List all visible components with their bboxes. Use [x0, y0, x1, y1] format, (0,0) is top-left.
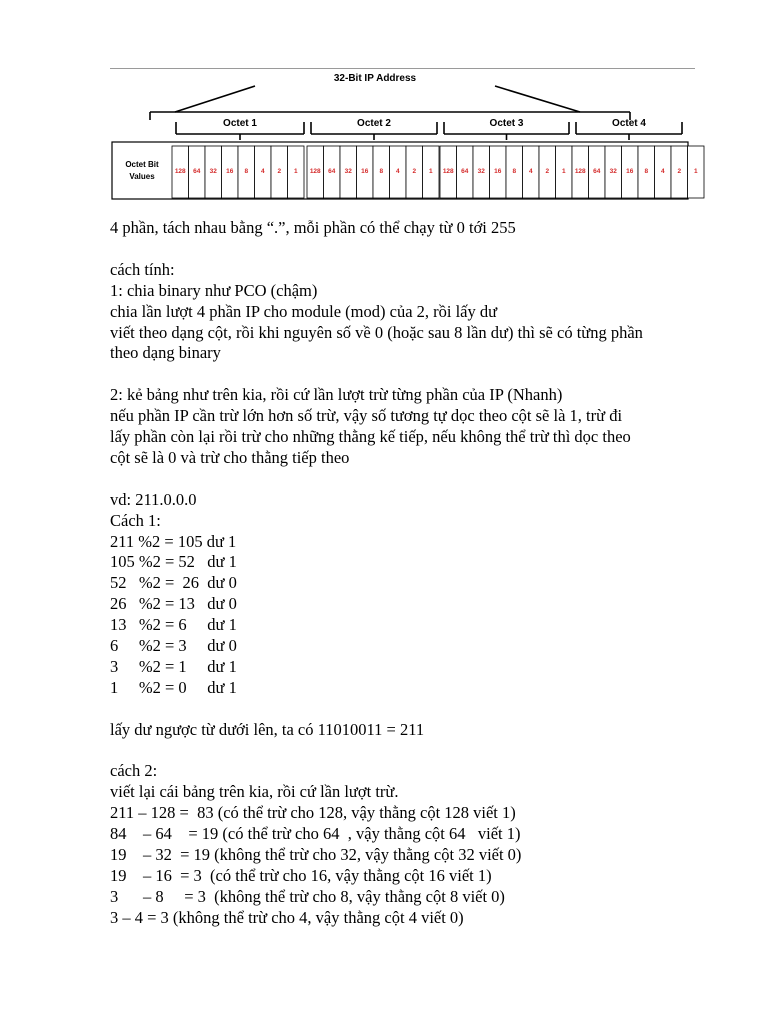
text-line: viết lại cái bảng trên kia, rồi cứ lần lượt trừ. — [110, 782, 399, 802]
text-line: viết theo dạng cột, rồi khi nguyên số về 0 (hoặc sau 8 lần dư) thì sẽ có từng phần — [110, 322, 643, 342]
blank-line — [110, 239, 710, 260]
octet-label: Octet 2 — [357, 118, 391, 129]
address-bracket-slope — [175, 86, 255, 112]
bit-value: 16 — [226, 168, 234, 175]
top-rule — [110, 68, 695, 69]
bit-value: 16 — [361, 168, 369, 175]
text-line: cột sẽ là 0 và trừ cho thằng tiếp theo — [110, 447, 350, 467]
text-line: 6 %2 = 3 dư 0 — [110, 636, 237, 656]
octet-label: Octet 3 — [489, 118, 524, 129]
row-label-line1: Octet Bit — [125, 160, 159, 169]
octet-label: Octet 4 — [612, 118, 646, 129]
blank-line — [110, 469, 710, 490]
bit-value: 8 — [644, 168, 649, 175]
text-line: 3 %2 = 1 dư 1 — [110, 656, 237, 676]
ip-address-diagram — [110, 70, 698, 200]
bit-value: 64 — [193, 168, 201, 175]
bit-value: 1 — [693, 168, 698, 175]
text-line: 13 %2 = 6 dư 1 — [110, 615, 237, 635]
bit-value: 32 — [477, 168, 485, 175]
text-line: 1 %2 = 0 dư 1 — [110, 677, 237, 697]
text-line: 2: kẻ bảng như trên kia, rồi cứ lần lượt trừ từng phần của IP (Nhanh) — [110, 385, 563, 405]
address-bracket-slope — [495, 86, 580, 112]
blank-line — [110, 699, 710, 720]
diagram-title: 32-Bit IP Address — [333, 73, 417, 84]
bit-value: 4 — [660, 168, 665, 175]
octet-label: Octet 1 — [223, 118, 257, 129]
bit-value: 32 — [344, 168, 352, 175]
text-line: nếu phần IP cần trừ lớn hơn số trừ, vậy số tương tự dọc theo cột sẽ là 1, trừ đi — [110, 406, 623, 426]
row-label-line2: Values — [129, 172, 155, 181]
text-line: 3 – 4 = 3 (không thể trừ cho 4, vậy thằng cột 4 viết 0) — [110, 907, 464, 927]
bit-value: 32 — [209, 168, 217, 175]
text-line: 19 – 32 = 19 (không thể trừ cho 32, vậy thằng cột 32 viết 0) — [110, 845, 522, 865]
bit-value: 2 — [545, 168, 550, 175]
bit-value: 4 — [260, 168, 265, 175]
text-line: lấy dư ngược từ dưới lên, ta có 11010011 = 211 — [110, 719, 425, 739]
bit-value: 128 — [309, 168, 321, 175]
text-line: 3 – 8 = 3 (không thể trừ cho 8, vậy thằng cột 8 viết 0) — [110, 886, 505, 906]
bit-value: 8 — [244, 168, 249, 175]
text-line: 19 – 16 = 3 (có thể trừ cho 16, vậy thằng cột 16 viết 1) — [110, 866, 492, 886]
bit-value: 32 — [609, 168, 617, 175]
text-line: chia lần lượt 4 phần IP cho module (mod) của 2, rồi lấy dư — [110, 301, 498, 321]
bit-value: 1 — [293, 168, 298, 175]
bit-value: 1 — [428, 168, 433, 175]
text-line: 52 %2 = 26 dư 0 — [110, 573, 237, 593]
text-line: 26 %2 = 13 dư 0 — [110, 594, 237, 614]
bit-value: 2 — [677, 168, 682, 175]
bit-value: 16 — [494, 168, 502, 175]
bit-value: 16 — [626, 168, 634, 175]
blank-line — [110, 364, 710, 385]
text-line: 84 – 64 = 19 (có thể trừ cho 64 , vậy thằng cột 64 viết 1) — [110, 824, 521, 844]
bit-value: 128 — [574, 168, 586, 175]
bit-value: 1 — [561, 168, 566, 175]
bit-value: 64 — [328, 168, 336, 175]
text-line: 1: chia binary như PCO (chậm) — [110, 280, 318, 300]
text-line: 211 – 128 = 83 (có thể trừ cho 128, vậy thằng cột 128 viết 1) — [110, 803, 516, 823]
text-line: 4 phần, tách nhau bằng “.”, mỗi phần có thể chạy từ 0 tới 255 — [110, 218, 516, 237]
bit-value: 64 — [461, 168, 469, 175]
document-body — [110, 218, 710, 929]
text-line: lấy phần còn lại rồi trừ cho những thằng kế tiếp, nếu không thể trừ thì dọc theo — [110, 427, 631, 447]
text-line: vd: 211.0.0.0 — [110, 489, 197, 509]
bit-value: 64 — [593, 168, 601, 175]
bit-value: 4 — [528, 168, 533, 175]
text-line: cách 2: — [110, 761, 158, 781]
bit-value: 4 — [395, 168, 400, 175]
text-line: 211 %2 = 105 dư 1 — [110, 531, 237, 551]
text-line: theo dạng binary — [110, 343, 221, 363]
bit-value: 2 — [412, 168, 417, 175]
bit-value: 8 — [512, 168, 517, 175]
bit-value: 8 — [379, 168, 384, 175]
bit-value: 2 — [277, 168, 282, 175]
bit-value: 128 — [442, 168, 454, 175]
text-line: 105 %2 = 52 dư 1 — [110, 552, 237, 572]
text-line: Cách 1: — [110, 510, 161, 530]
text-line: cách tính: — [110, 259, 175, 279]
blank-line — [110, 741, 710, 762]
bit-value: 128 — [174, 168, 186, 175]
